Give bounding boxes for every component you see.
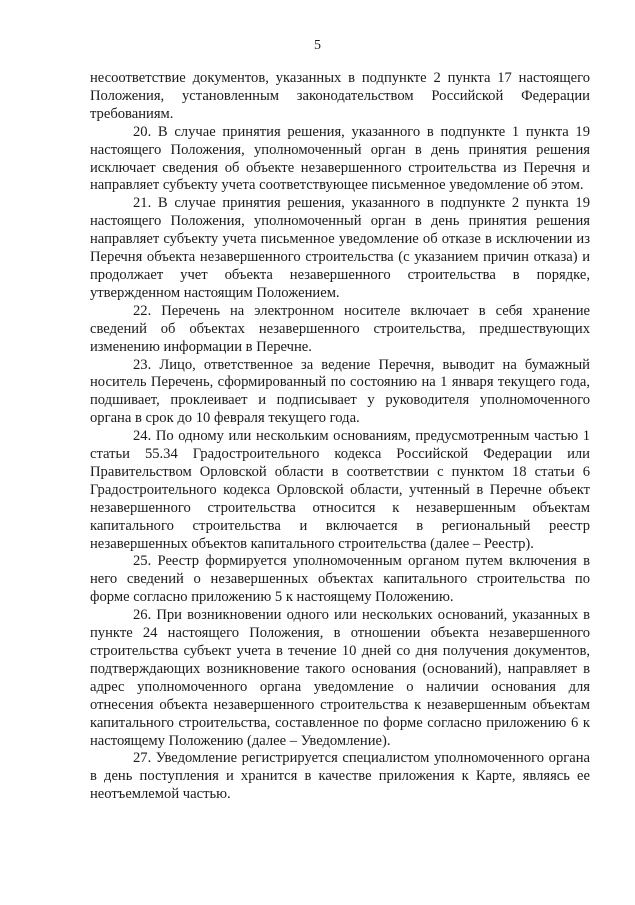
page-number: 5 <box>314 38 321 53</box>
paragraph-25: 25. Реестр формируется уполномоченным органом путем включения в него сведений о незавершенных объектах капитального строительства по форме согласно приложению 5 к настоящему Положению. <box>90 553 590 606</box>
paragraph-23: 23. Лицо, ответственное за ведение Перечня, выводит на бумажный носитель Перечень, сформированный по состоянию на 1 января текущего года, подшивает, проклеивает и подписывает у руководителя уполномоченного органа в срок до 10 февраля текущего года. <box>90 356 590 427</box>
paragraph-20: 20. В случае принятия решения, указанного в подпункте 1 пункта 19 настоящего Положения, уполномоченный орган в день принятия решения исключает сведения об объекте незавершенного строительства из Перечня и направляет субъекту учета соответствующее письменное уведомление об этом. <box>90 123 590 194</box>
paragraph-continuation: несоответствие документов, указанных в подпункте 2 пункта 17 настоящего Положения, установленным законодательством Российской Федерации требованиям. <box>90 70 590 122</box>
paragraph-22: 22. Перечень на электронном носителе включает в себя хранение сведений об объектах незавершенного строительства, предшествующих изменению информации в Перечне. <box>90 302 590 355</box>
paragraph-21: 21. В случае принятия решения, указанного в подпункте 2 пункта 19 настоящего Положения, уполномоченный орган в день принятия решения направляет субъекту учета письменное уведомление об отказе в исключении из Перечня объекта незавершенного строительства (с указанием причин отказа) и продолжает учет объекта незавершенного строительства в порядке, утвержденном настоящим Положением. <box>90 195 590 301</box>
paragraph-27: 27. Уведомление регистрируется специалистом уполномоченного органа в день поступления и хранится в качестве приложения к Карте, являясь ее неотъемлемой частью. <box>90 750 590 803</box>
document-body <box>90 70 590 804</box>
paragraph-26: 26. При возникновении одного или нескольких оснований, указанных в пункте 24 настоящего Положения, в отношении объекта незавершенного строительства субъект учета в течение 10 дней со дня получения документов, подтверждающих возникновение такого основания (оснований), направляет в адрес уполномоченного органа уведомление о наличии основания для отнесения объекта незавершенного строительства к незавершенным объектам капитального строительства, составленное по форме согласно приложению 6 к настоящему Положению (далее – Уведомление). <box>90 607 590 749</box>
paragraph-24: 24. По одному или нескольким основаниям, предусмотренным частью 1 статьи 55.34 Градостроительного кодекса Российской Федерации или Правительством Орловской области в соответствии с пунктом 18 статьи 6 Градостроительного кодекса Орловской области, учтенный в Перечне объект незавершенного строительства относится к незавершенным объектам капитального строительства и включается в региональный реестр незавершенных объектов капитального строительства (далее – Реестр). <box>90 428 590 552</box>
